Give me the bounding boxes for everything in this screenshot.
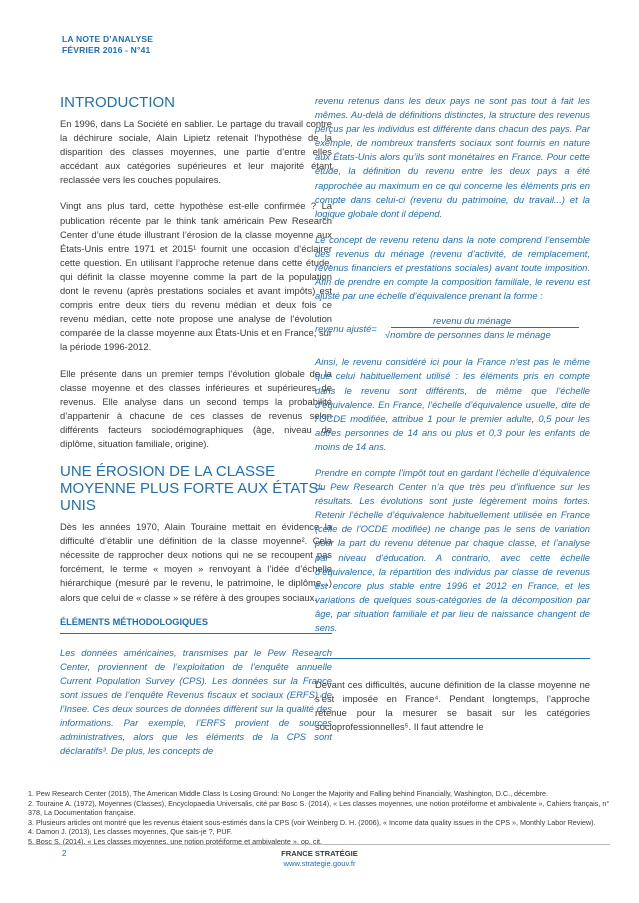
header-series: LA NOTE D’ANALYSE: [62, 34, 154, 44]
page-number: 2: [62, 849, 67, 858]
footnote-4: 4. Damon J. (2013), Les classes moyennes, Que sais-je ?, PUF.: [28, 827, 233, 837]
right-continuation: [315, 678, 590, 746]
footnote-3: 3. Plusieurs articles ont montré que les revenus étaient sous-estimés dans la CPS (voir Weinberg D. H. (2006), « Income data quality issues in the CPS », Monthly Labor Review).: [28, 817, 596, 827]
footer-brand: [0, 849, 639, 869]
intro-paragraph-2: Vingt ans plus tard, cette hypothèse est-elle confirmée ? La publication récente par le think tank américain Pew Research Center d’une étude illustrant l’érosion de la classe moyenne aux États-Unis entre 1971 et 2015¹ fournit une occasion d’éclairer cette question. En utilisant l’approche retenue dans cette étude, qui définit la classe moyenne comme la part de la population dont le revenu (après prestations sociales et avant impôts) est compris entre deux tiers du revenu médian et deux fois ce revenu médian, cette note propose une analyse de l’évolution comparée de la classe moyenne aux États-Unis et en France, sur la période 1996-2012.: [60, 200, 333, 353]
brand-name: FRANCE STRATÉGIE: [281, 849, 358, 858]
header-date: FÉVRIER 2016 - N°41: [62, 45, 151, 55]
footnote-5: 5. Bosc S. (2014), « Les classes moyennes, une notion protéiforme et ambivalente », op. cit.: [28, 836, 323, 846]
brand-url-link[interactable]: www.strategie.gouv.fr: [283, 859, 356, 868]
method-paragraph-2: revenu retenus dans les deux pays ne sont pas tout à fait les mêmes. Au-delà de définitions distinctes, la structure des revenus perçus par les individus est différente dans chacun des pays. Par exemple, de nombreux transferts sociaux sont fournis en nature aux États-Unis alors qu’ils sont monétaires en France. Pour cette étude, la définition du revenu entre les deux pays a été rapprochée au maximum en ce qui concerne les éléments pris en compte dans celui-ci (revenu du patrimoine, du travail...) et la logique globale dont il dépend.: [315, 95, 590, 219]
footnote-2: 2. Touraine A. (1972), Moyennes (Classes), Encyclopaedia Universalis, cité par Bosc S. (2014), « Les classes moyennes, une notion protéiforme et ambivalente », Cahiers français, n° 378, La Documentation française.: [28, 798, 610, 818]
right-column: [315, 94, 590, 647]
intro-paragraph-1: En 1996, dans La Société en sablier. Le partage du travail contre la déchirure sociale, Alain Lipietz retenait l’hypothèse de la disparition des classes moyennes, une partie d’entre elles accédant aux catégories supérieures et leur majorité étant reclassée vers les couches populaires.: [60, 118, 332, 186]
intro-paragraph-3: Elle présente dans un premier temps l’évolution globale de la classe moyenne et des classes inférieures et supérieures de revenus. Elle analyse dans un second temps la probabilité d’appartenir à chacune de ces classes de revenus selon différents facteurs sociodémographiques (âge, niveau de diplôme, situation familiale, origine).: [60, 367, 332, 449]
section-title: UNE ÉROSION DE LA CLASSE MOYENNE PLUS FORTE AUX ÉTATS-UNIS: [60, 463, 324, 515]
method-paragraph-5: Prendre en compte l’impôt tout en gardant l’échelle d’équivalence du Pew Research Center n’a que très peu d’influence sur les résultats. Les évolutions sont juste légèrement moins fortes. Retenir l’échelle d’équivalence habituellement utilisée en France (celle de l’OCDE modifiée) ne change pas le sens de variation pour la part du revenu détenue par chaque classe, et l’analyse par niveau d’éducation. A contrario, avec cette échelle d’équivalence, la répartition des individus par classe de revenus est encore plus stable entre 1996 et 2012 en France, et les variations de quelques sous-catégories de la décomposition par âge, par situation familiale et par lieu de naissance changent de sens.: [315, 466, 590, 633]
formula-numerator: revenu du ménage: [433, 315, 512, 327]
method-paragraph-3: Le concept de revenu retenu dans la note comprend l’ensemble des revenus du ménage (revenu d’activité, de remplacement, revenus financiers et prestations sociales) avant toute imposition. Afin de prendre en compte la composition familiale, le revenu est ajusté par une échelle d’équivalence prenant la forme :: [315, 233, 590, 302]
method-box-title: ÉLÉMENTS MÉTHODOLOGIQUES: [60, 616, 209, 627]
formula-lhs: revenu ajusté=: [315, 323, 377, 335]
section-paragraph-1: Dès les années 1970, Alain Touraine mettait en évidence la difficulté d’établir une définition de la classe moyenne². Cela nécessite de rapprocher deux notions qui ne se recoupent pas forcément, le terme « moyen » renvoyant à l’idée d’échelle hiérarchique (mesuré par le revenu, le patrimoine, le diplôme...) alors que celui de « classe » se réfère à des groupes sociaux.: [60, 521, 332, 603]
method-paragraph-1: Les données américaines, transmises par le Pew Research Center, proviennent de l’exploitation de l’enquête annuelle Current Population Survey (CPS). Les données sur la France sont issues de l’enquête Revenus fiscaux et sociaux (ERFS) de l’Insee. Ces deux sources de données diffèrent sur la qualité des informations. Par exemple, l’ERFS provient de sources administratives, alors que les éléments de la CPS sont déclaratifs³. De plus, les concepts de: [60, 646, 332, 757]
formula-denominator: √nombre de personnes dans le ménage: [385, 329, 551, 341]
running-header: [62, 34, 153, 56]
formula-fraction-bar: [391, 327, 579, 328]
footer-divider: [28, 844, 610, 845]
method-paragraph-4: Ainsi, le revenu considéré ici pour la France n’est pas le même que celui habituellement utilisé : les éléments pris en compte dans le revenu sont différents, de même que l’échelle d’équivalence. En France, l’échelle d’équivalence usuelle, dite de l’OCDE modifiée, attribue 1 pour le premier adulte, 0,5 pour les autres personnes de 14 ans ou plus et 0,3 pour les enfants de moins de 14 ans.: [315, 356, 590, 452]
adjusted-income-formula: [315, 315, 590, 341]
left-column: [60, 94, 332, 770]
footnote-1: 1. Pew Research Center (2015), The American Middle Class Is Losing Ground: No Longer the Majority and Falling behind Financially, Washington, D.C., décembre.: [28, 789, 549, 798]
method-box-rule: [60, 633, 332, 634]
method-box-end-rule: [315, 658, 590, 659]
footnotes: [28, 789, 618, 847]
body-paragraph-continued: Devant ces difficultés, aucune définition de la classe moyenne ne s’est imposée en France⁴. Pendant longtemps, l’approche retenue pour la mesurer se basait sur les catégories socioprofessionnelles⁵. Il faut attendre le: [315, 679, 590, 733]
intro-title: INTRODUCTION: [60, 94, 175, 111]
